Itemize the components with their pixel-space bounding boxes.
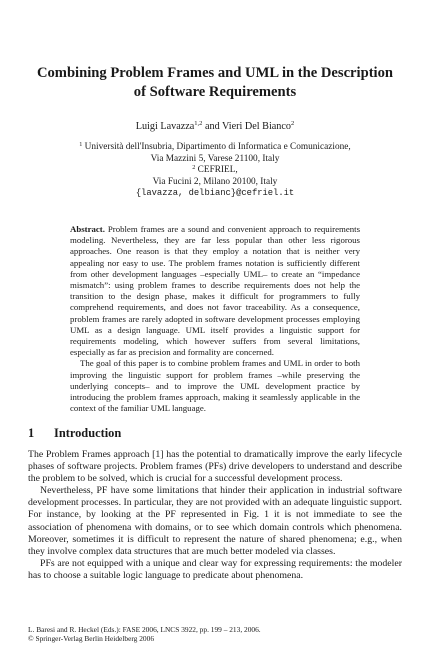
- abstract-paragraph-1: [70, 224, 360, 358]
- title-line-1: Combining Problem Frames and UML in the Description: [36, 65, 394, 81]
- author-name-2: Vieri Del Bianco: [222, 121, 292, 132]
- author-name-1: Luigi Lavazza: [135, 121, 195, 132]
- body-paragraph-1: The Problem Frames approach [1] has the potential to dramatically improve the early lifecycle phases of software projects. Problem frames (PFs) drive developers to understand and describe the problem to be solved, which is crucial for a successful development process.: [28, 449, 402, 485]
- abstract-paragraph-2: The goal of this paper is to combine problem frames and UML in order to both improving the linguistic support for problem frames –while preserving the underlying concepts– and to improve the UML development practice by introducing the problem frames approach, making it seamlessly applicable in the context of the familiar UML language.: [70, 358, 360, 414]
- body-text: [28, 449, 402, 582]
- author-emails: {lavazza, delbianc}@cefriel.it: [135, 188, 295, 199]
- affiliation-2-institution: CEFRIEL,: [195, 165, 238, 176]
- section-number: 1: [28, 426, 35, 440]
- body-paragraph-3: PFs are not equipped with a unique and clear way for expressing requirements: the modeler has to choose a suitable logic language to predicate about phenomena.: [28, 557, 402, 581]
- footer-copyright: © Springer-Verlag Berlin Heidelberg 2006: [28, 634, 155, 644]
- abstract-label: Abstract.: [70, 224, 105, 234]
- author-list: [30, 120, 400, 134]
- abstract-text-1: Problem frames are a sound and convenient approach to requirements modeling. Nevertheless, they are far less popular than other less rigorous approaches. One reason is that they employ a notation that is neither very appealing nor easy to use. The problem frames notation is sufficiently different from other development languages –especially UML– to create an “impedance mismatch”: using problem frames to describe requirements does not help the transition to the design phase, makes it difficult for programmers to fully comprehend requirements, and does not favor traceability. As a consequence, problem frames are rarely adopted in software development processes employing UML as a design language. UML itself provides a linguistic support for requirements modeling, which however suffers from several limitations, especially as far as precision and formality are concerned.: [70, 224, 360, 358]
- body-paragraph-2: Nevertheless, PF have some limitations that hinder their application in industrial software development processes. In particular, they are not provided with an adequate linguistic support. For instance, by looking at the PF represented in Fig. 1 it is not immediate to see the association of phenomena with domains, or to see which domain controls which phenomena. Moreover, sometimes it is difficult to represent the nature of shared phenomena; e.g., when they involve complex data structures that are much better modeled via classes.: [28, 485, 402, 557]
- affiliation-2-address: Via Fucini 2, Milano 20100, Italy: [152, 176, 278, 187]
- affiliations: [30, 142, 400, 200]
- affiliation-1-line-1: [30, 142, 400, 154]
- footer-citation: L. Baresi and R. Heckel (Eds.): FASE 2006, LNCS 3922, pp. 199 – 213, 2006.: [28, 625, 261, 634]
- affiliation-1-address: Via Mazzini 5, Varese 21100, Italy: [150, 153, 280, 164]
- author-joiner: and: [202, 121, 223, 132]
- page-footer: [28, 625, 402, 644]
- author-2-affiliation-marker: 2: [291, 120, 295, 127]
- section-title: Introduction: [54, 426, 122, 440]
- section-heading: [28, 426, 402, 441]
- abstract: [70, 224, 360, 414]
- affiliation-2-marker: 2: [192, 164, 196, 172]
- author-1-affiliation-marker: 1,2: [194, 120, 203, 127]
- paper-title: [30, 64, 400, 102]
- title-line-2: of Software Requirements: [133, 84, 297, 100]
- affiliation-1-marker: 1: [79, 141, 83, 148]
- affiliation-2-line-1: [30, 165, 400, 177]
- affiliation-1-institution: Università dell'Insubria, Dipartimento di Informatica e Comunicazione,: [82, 142, 351, 152]
